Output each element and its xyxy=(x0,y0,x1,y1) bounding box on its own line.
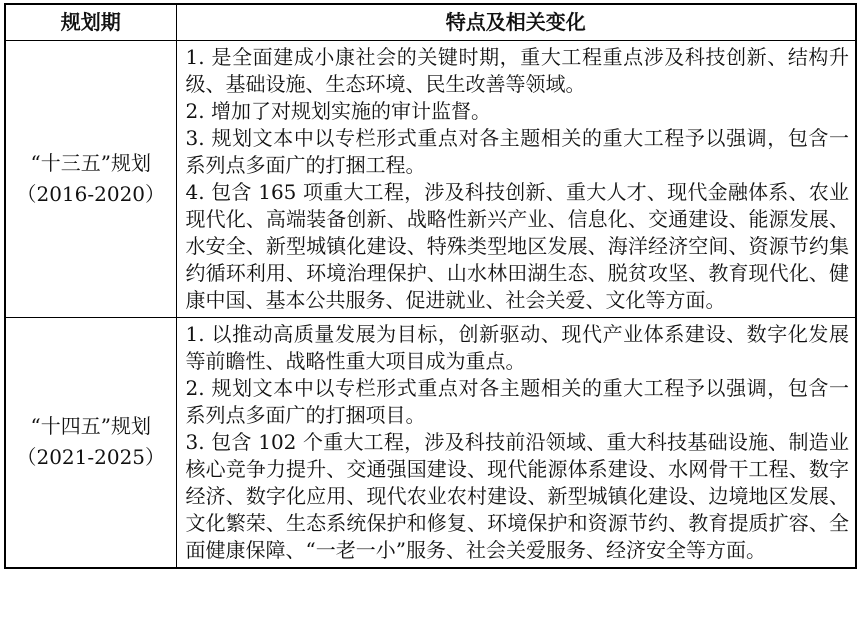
table-body xyxy=(5,40,856,568)
feature-item-1: 1. 以推动高质量发展为目标，创新驱动、现代产业体系建设、数字化发展等前瞻性、战略性重大项目成为重点。 xyxy=(185,321,849,373)
feature-item-4: 4. 包含 165 项重大工程，涉及科技创新、重大人才、现代金融体系、农业现代化、高端装备创新、战略性新兴产业、信息化、交通建设、能源发展、水安全、新型城镇化建设、特殊类型地区发展、海洋经济空间、资源节约集约循环利用、环境治理保护、山水林田湖生态、脱贫攻坚、教育现代化、健康中国、基本公共服务、促进就业、社会关爱、文化等方面。 xyxy=(185,179,849,312)
feature-item-2: 2. 增加了对规划实施的审计监督。 xyxy=(185,98,491,123)
feature-item-3: 3. 规划文本中以专栏形式重点对各主题相关的重大工程予以强调，包含一系列点多面广的打捆工程。 xyxy=(185,125,849,177)
table-row-14th-plan xyxy=(5,317,856,568)
planning-comparison-table xyxy=(4,3,857,569)
period-name: “十四五”规划 xyxy=(30,414,151,438)
period-years: （2021-2025） xyxy=(16,445,166,469)
features-cell-14th-plan xyxy=(176,317,856,568)
header-row xyxy=(5,4,856,40)
header-features-and-changes: 特点及相关变化 xyxy=(176,4,856,40)
header-planning-period: 规划期 xyxy=(5,4,176,40)
period-cell-13th-plan xyxy=(5,40,176,317)
features-cell-13th-plan xyxy=(176,40,856,317)
period-cell-14th-plan xyxy=(5,317,176,568)
period-name: “十三五”规划 xyxy=(30,150,151,175)
feature-item-2: 2. 规划文本中以专栏形式重点对各主题相关的重大工程予以强调，包含一系列点多面广的打捆项目。 xyxy=(185,375,849,427)
table-row-13th-plan xyxy=(5,40,856,317)
feature-item-3: 3. 包含 102 个重大工程，涉及科技前沿领域、重大科技基础设施、制造业核心竞争力提升、交通强国建设、现代能源体系建设、水网骨干工程、数字经济、数字化应用、现代农业农村建设、新型城镇化建设、边境地区发展、文化繁荣、生态系统保护和修复、环境保护和资源节约、教育提质扩容、全面健康保障、“一老一小”服务、社会关爱服务、经济安全等方面。 xyxy=(185,429,849,562)
feature-item-1: 1. 是全面建成小康社会的关键时期，重大工程重点涉及科技创新、结构升级、基础设施、生态环境、民生改善等领域。 xyxy=(185,44,849,96)
period-years: （2016-2020） xyxy=(16,181,166,206)
table-header xyxy=(5,4,856,40)
